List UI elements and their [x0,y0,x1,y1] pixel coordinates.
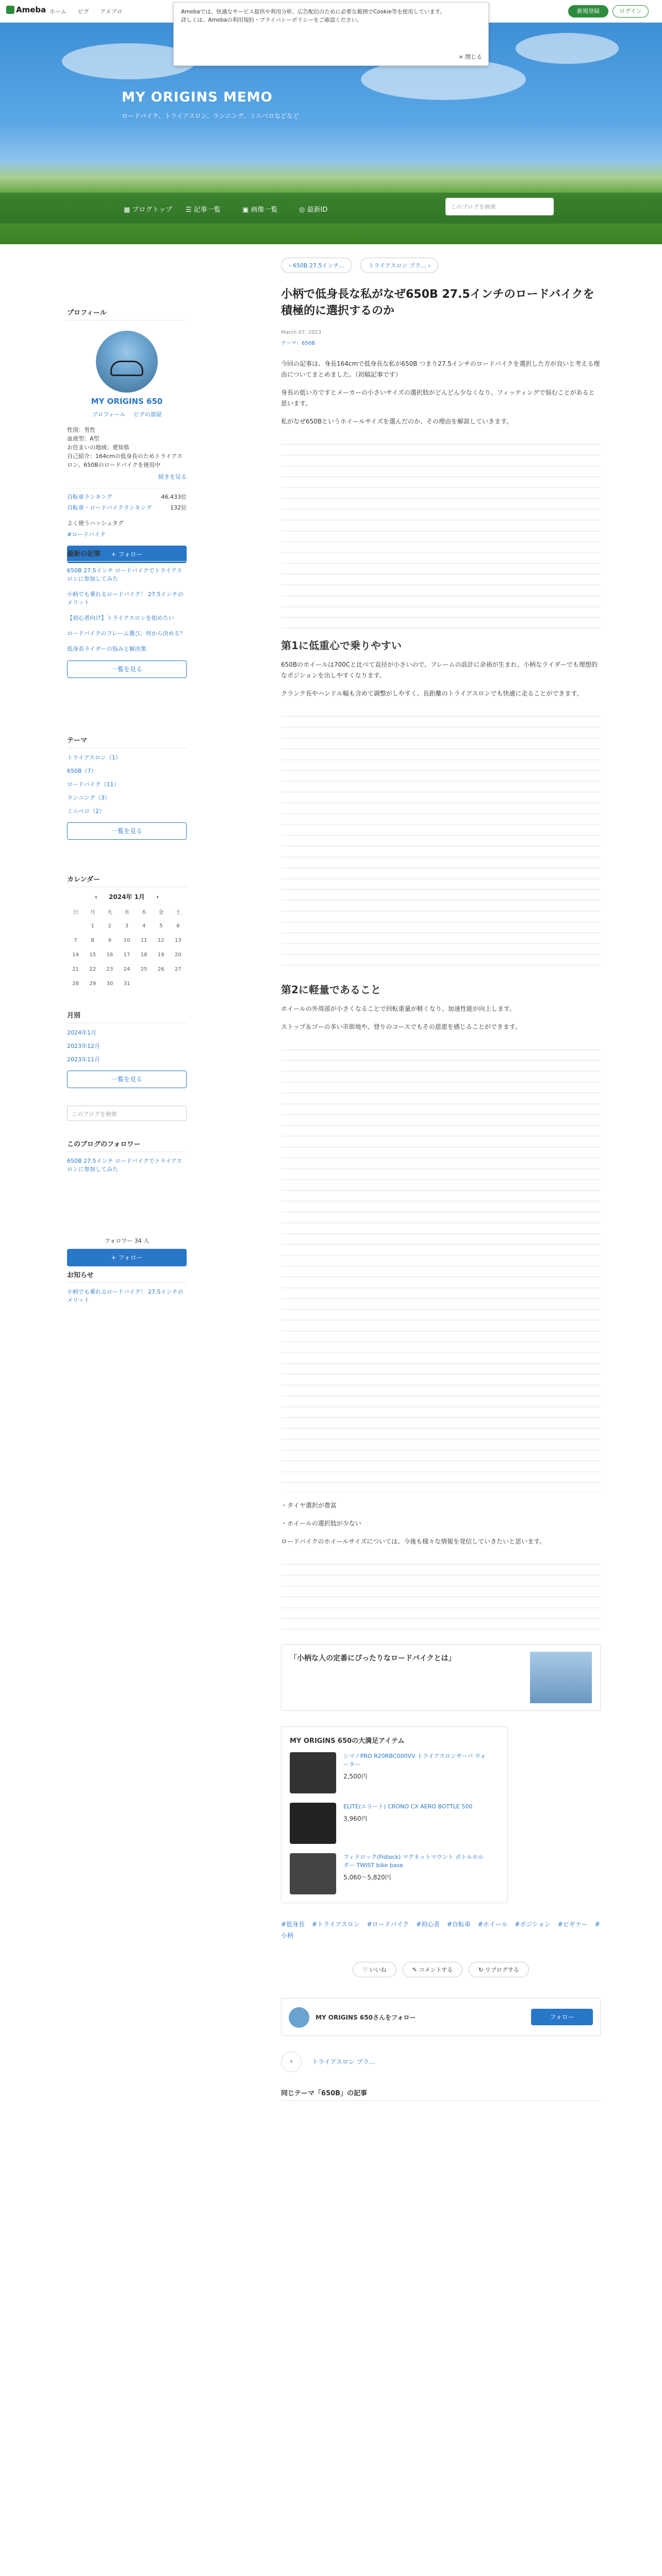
item-image [290,1853,336,1894]
bike-icon [110,361,143,376]
item-image [290,1803,336,1844]
hashtag-link[interactable]: #ホイール [477,1921,508,1928]
hashtag-list [281,1919,601,1941]
article-paragraph: 身長の低い方ですとメーカーの小さいサイズの選択肢がどんどん少なくなり、フィッティングで悩むことがあると思います。 [281,389,595,407]
notice-text: Amebaでは、快適なサービス提供や利用分析、広告配信のために必要な範囲でCookie等を使用しています。 [181,9,445,15]
archive-link[interactable]: 2023年11月 [67,1056,100,1063]
profile-heading: プロフィール [67,307,187,320]
item-price: 5,060〜5,820円 [343,1874,391,1881]
article-paragraph: クランク長やハンドル幅も含めて調整がしやすく、長距離のトライアスロンでも快適に走ることができます。 [281,690,583,697]
calendar-day: 4 [142,923,146,929]
link-card[interactable] [281,1644,601,1711]
sidebar-ad [67,1269,187,1304]
sidebar-themes [67,735,187,840]
article-body-text [281,706,601,974]
hashtag-link[interactable]: #初心者 [416,1921,440,1928]
notice-text-2: 詳しくは、Amebaの利用規約・プライバシーポリシーをご確認ください。 [181,17,362,23]
rank-label[interactable]: 自転車・ロードバイクランキング [67,504,152,511]
article-date: March 07, 2023 [281,330,322,335]
item-box [281,1726,508,1903]
hashtag-link[interactable]: #低身長 [281,1921,305,1928]
calendar-weekday: 火 [107,909,112,916]
prev-article-chip[interactable]: ‹ 650B 27.5インチ… [281,258,352,273]
profile-name[interactable]: MY ORIGINS 650 [91,397,163,406]
rank-label[interactable]: 自転車ランキング [67,494,112,500]
calendar-day: 27 [175,966,181,972]
calendar-weekday: 月 [90,909,95,916]
calendar-weekday: 日 [73,909,78,916]
theme-link[interactable]: トライアスロン（1） [67,754,121,761]
blog-nav [0,193,662,224]
theme-heading: テーマ [67,735,187,748]
theme-list-button[interactable]: 一覧を見る [67,822,187,840]
recent-article-link[interactable]: 小柄でも乗れるロードバイク！ 27.5インチのメリット [67,591,184,606]
item-row[interactable] [290,1752,499,1793]
ameba-logo[interactable]: Ameba [6,5,46,14]
register-button[interactable]: 新規登録 [568,5,608,18]
follow-card [281,1998,601,2036]
calendar-day: 22 [89,966,96,972]
hashtag-link[interactable]: #ロードバイク [367,1921,409,1928]
article [281,258,601,2101]
header-search-input[interactable]: このブログを検索 [445,198,554,215]
calendar-day: 19 [157,952,164,958]
sidebar-calendar [67,874,187,991]
comment-button[interactable]: ✎ コメントする [403,1962,462,1977]
calendar-day: 14 [72,952,79,958]
top-nav-home[interactable]: ホーム [49,8,67,15]
recent-article-link[interactable]: 【初心者向け】トライアスロンを始めたい [67,615,174,621]
top-nav-ameblo[interactable]: アメブロ [100,8,123,15]
follow-card-avatar [289,2007,309,2028]
follow-heading: このブログのフォロワー [67,1139,187,1152]
calendar-table [67,904,187,991]
action-bar [281,1962,601,1977]
blog-description: ロードバイク、トライアスロン、ランニング、ミニベロなどなど [122,112,300,120]
item-box-heading: MY ORIGINS 650の大満足アイテム [290,1737,405,1745]
related-heading: 同じテーマ「650B」の記事 [281,2088,601,2101]
login-button[interactable]: ログイン [613,5,649,18]
hashtag-link[interactable]: #ロードバイク [67,531,106,538]
calendar-heading: カレンダー [67,874,187,887]
archive-heading: 月別 [67,1010,187,1023]
follow-blog-list [67,1157,187,1234]
item-price: 2,500円 [343,1773,368,1780]
article-paragraph: 650Bのホイールは700Cと比べて直径が小さいので、フレームの設計に余裕が生まれ、小柄なライダーでも理想的なポジションを出しやすくなります。 [281,661,598,679]
theme-link[interactable]: ロードバイク（11） [67,781,120,788]
prev-article-link[interactable]: トライアスロン ブラ… [312,2058,375,2065]
calendar-day: 24 [123,966,130,972]
next-month-icon[interactable]: › [156,893,159,901]
calendar-day: 1 [91,923,94,929]
item-name[interactable]: ELITE(エリート) CRONO CX AERO BOTTLE 500 [343,1803,473,1810]
top-nav-pigg[interactable]: ピグ [77,8,89,15]
profile-text: 性別：男性 血液型：A型 お住まいの地域：愛知県 自己紹介：164cmの低身長のためトライアスロン、650Bのロードバイクを使用中 [67,427,183,468]
calendar-day: 31 [123,980,130,987]
article-paragraph: ロードバイクのホイールサイズについては、今後も様々な情報を発信していきたいと思います。 [281,1538,546,1545]
profile-link[interactable]: プロフィール [92,411,126,418]
rank-value: 46,433位 [161,494,187,500]
calendar-day [67,919,84,933]
follow-button-2[interactable]: + フォロー [67,1249,187,1266]
like-button[interactable]: ♡ いいね [353,1962,396,1977]
nav-article-list[interactable]: ☰ 記事一覧 [186,206,221,214]
calendar-day: 10 [123,937,130,943]
calendar-day: 15 [89,952,96,958]
calendar-day: 29 [89,980,96,987]
prev-month-icon[interactable]: ‹ [94,893,97,901]
ad-link[interactable]: 小柄でも乗れるロードバイク！ 27.5インチのメリット [67,1289,184,1303]
article-paragraph: ストップ＆ゴーの多い市街地や、登りのコースでもその恩恵を感じることができます。 [281,1023,521,1030]
next-article-chip[interactable]: トライアスロン ブラ… › [360,258,438,273]
calendar-day: 3 [125,923,129,929]
calendar-day: 16 [106,952,113,958]
calendar-day [136,976,153,991]
calendar-weekday: 水 [124,909,129,916]
follow-card-button[interactable]: フォロー [531,2009,593,2025]
calendar-day: 30 [106,980,113,987]
article-paragraph: 私がなぜ650Bというホイールサイズを選んだのか、その理由を解説していきます。 [281,418,512,425]
follow-card-text: MY ORIGINS 650さんをフォロー [316,2014,416,2021]
recent-list-button[interactable]: 一覧を見る [67,660,187,678]
article-paragraph: ホイールの外周部が小さくなることで回転重量が軽くなり、加速性能が向上します。 [281,1005,516,1012]
blog-title[interactable]: MY ORIGINS MEMO [122,90,273,105]
reblog-button[interactable]: ↻ リブログする [469,1962,529,1977]
nav-image-list[interactable]: ▣ 画像一覧 [242,206,278,214]
article-body-text [281,1040,601,1493]
item-row[interactable] [290,1803,499,1844]
sidebar-follow [67,1139,187,1266]
sidebar-archive [67,1010,187,1088]
notice-close-button[interactable]: × 閉じる [458,54,482,60]
article-heading: 第2に軽量であること [281,984,381,996]
top-nav [49,7,131,15]
article-body-text [281,434,601,630]
archive-link[interactable]: 2024年1月 [67,1029,96,1036]
calendar-days [67,919,187,991]
sidebar-profile [67,307,187,563]
theme-link[interactable]: ミニベロ（2） [67,808,105,815]
hashtag-heading: よく使うハッシュタグ [67,520,124,527]
recent-article-link[interactable]: ロードバイクのフレーム選び、何から決める？ [67,630,186,637]
item-price: 3,960円 [343,1815,368,1822]
recent-heading: 最新の記事 [67,548,187,562]
article-heading: 第1に低重心で乗りやすい [281,639,402,652]
calendar-day: 9 [108,937,112,943]
follow-button[interactable]: + フォロー [67,546,187,563]
recent-article-link[interactable]: 650B 27.5インチ ロードバイクでトライアスロンに参加してみた [67,567,183,582]
calendar-day: 7 [74,937,77,943]
recent-article-link[interactable]: 低身長ライダーの悩みと解決策 [67,646,146,652]
item-row[interactable] [290,1853,499,1894]
ad-heading: お知らせ [67,1269,187,1283]
sidebar-recent [67,548,187,678]
calendar-day: 18 [140,952,147,958]
calendar-day: 20 [175,952,181,958]
hashtag-link[interactable]: #トライアスロン [311,1921,360,1928]
calendar-weekday: 金 [158,909,164,916]
calendar-day: 26 [157,966,164,972]
hashtag-link[interactable]: #小柄 [281,1921,600,1939]
calendar-day: 5 [159,923,163,929]
item-name[interactable]: シマノPRO R20RBC000VV トライアスロンサーバ ウォーター [343,1753,486,1768]
calendar-day: 6 [176,923,180,929]
calendar-day: 12 [157,937,164,943]
calendar-day: 28 [72,980,79,987]
followers-count: フォロワー 34 人 [104,1238,150,1244]
theme-link[interactable]: 650B（7） [67,768,97,774]
follow-blog-link[interactable]: 650B 27.5インチ ロードバイクでトライアスロンに参加してみた [67,1158,183,1173]
calendar-month: 2024年 1月 [109,893,145,901]
calendar-day: 23 [106,966,113,972]
item-name[interactable]: フィドロック(Fidlock) マグネットマウント ボトルホルダー TWIST bike base [343,1854,484,1869]
calendar-day: 11 [140,937,147,943]
pigg-room-link[interactable]: ピグの部屋 [133,411,162,418]
theme-link[interactable]: ランニング（3） [67,794,110,801]
rank-value: 132位 [170,504,187,511]
hashtag-link[interactable]: #自転車 [446,1921,471,1928]
calendar-weekday: 土 [175,909,181,916]
calendar-weekday: 木 [141,909,147,916]
link-card-image [530,1652,592,1703]
cloud-decoration [516,33,619,64]
article-theme-link[interactable]: テーマ：650B [281,341,315,346]
prev-article-icon[interactable]: ‹ [281,2052,302,2072]
article-body-text [281,1554,601,1637]
hashtag-link[interactable]: #ポジション [515,1921,551,1928]
link-card-title: 「小柄な人の定番にぴったりなロードバイクとは」 [290,1654,456,1663]
avatar[interactable] [96,331,158,393]
calendar-day: 21 [72,966,79,972]
calendar-day: 2 [108,923,112,929]
calendar-day: 25 [140,966,147,972]
nav-latest[interactable]: ◎ 最新ID [299,206,328,214]
article-title: 小柄で低身長な私がなぜ650B 27.5インチのロードバイクを積極的に選択するのか [281,288,594,317]
archive-link[interactable]: 2023年12月 [67,1043,100,1049]
nav-blog-top[interactable]: ▦ ブログトップ [124,206,173,214]
calendar-day [170,976,187,991]
cookie-notice [173,2,489,66]
article-list-item: ・ホイールの選択肢が少ない [281,1520,361,1527]
calendar-day: 13 [175,937,181,943]
pager [281,2052,601,2072]
hashtag-link[interactable]: #ビギナー [557,1921,588,1928]
calendar-day [153,976,170,991]
sidebar-search-input[interactable]: このブログを検索 [67,1106,187,1121]
item-image [290,1752,336,1793]
read-more-link[interactable]: 続きを見る [158,473,187,480]
calendar-day: 17 [123,952,130,958]
article-list-item: ・タイヤ選択が豊富 [281,1502,337,1509]
article-paragraph: 今回の記事は、身長164cmで低身長な私が650B つまり27.5インチのロードバイクを選択した方が良いと考える理由についてまとめました。（初稿記事です） [281,360,600,378]
sidebar-search [67,1106,187,1121]
calendar-day: 8 [91,937,94,943]
archive-list-button[interactable]: 一覧を見る [67,1071,187,1088]
